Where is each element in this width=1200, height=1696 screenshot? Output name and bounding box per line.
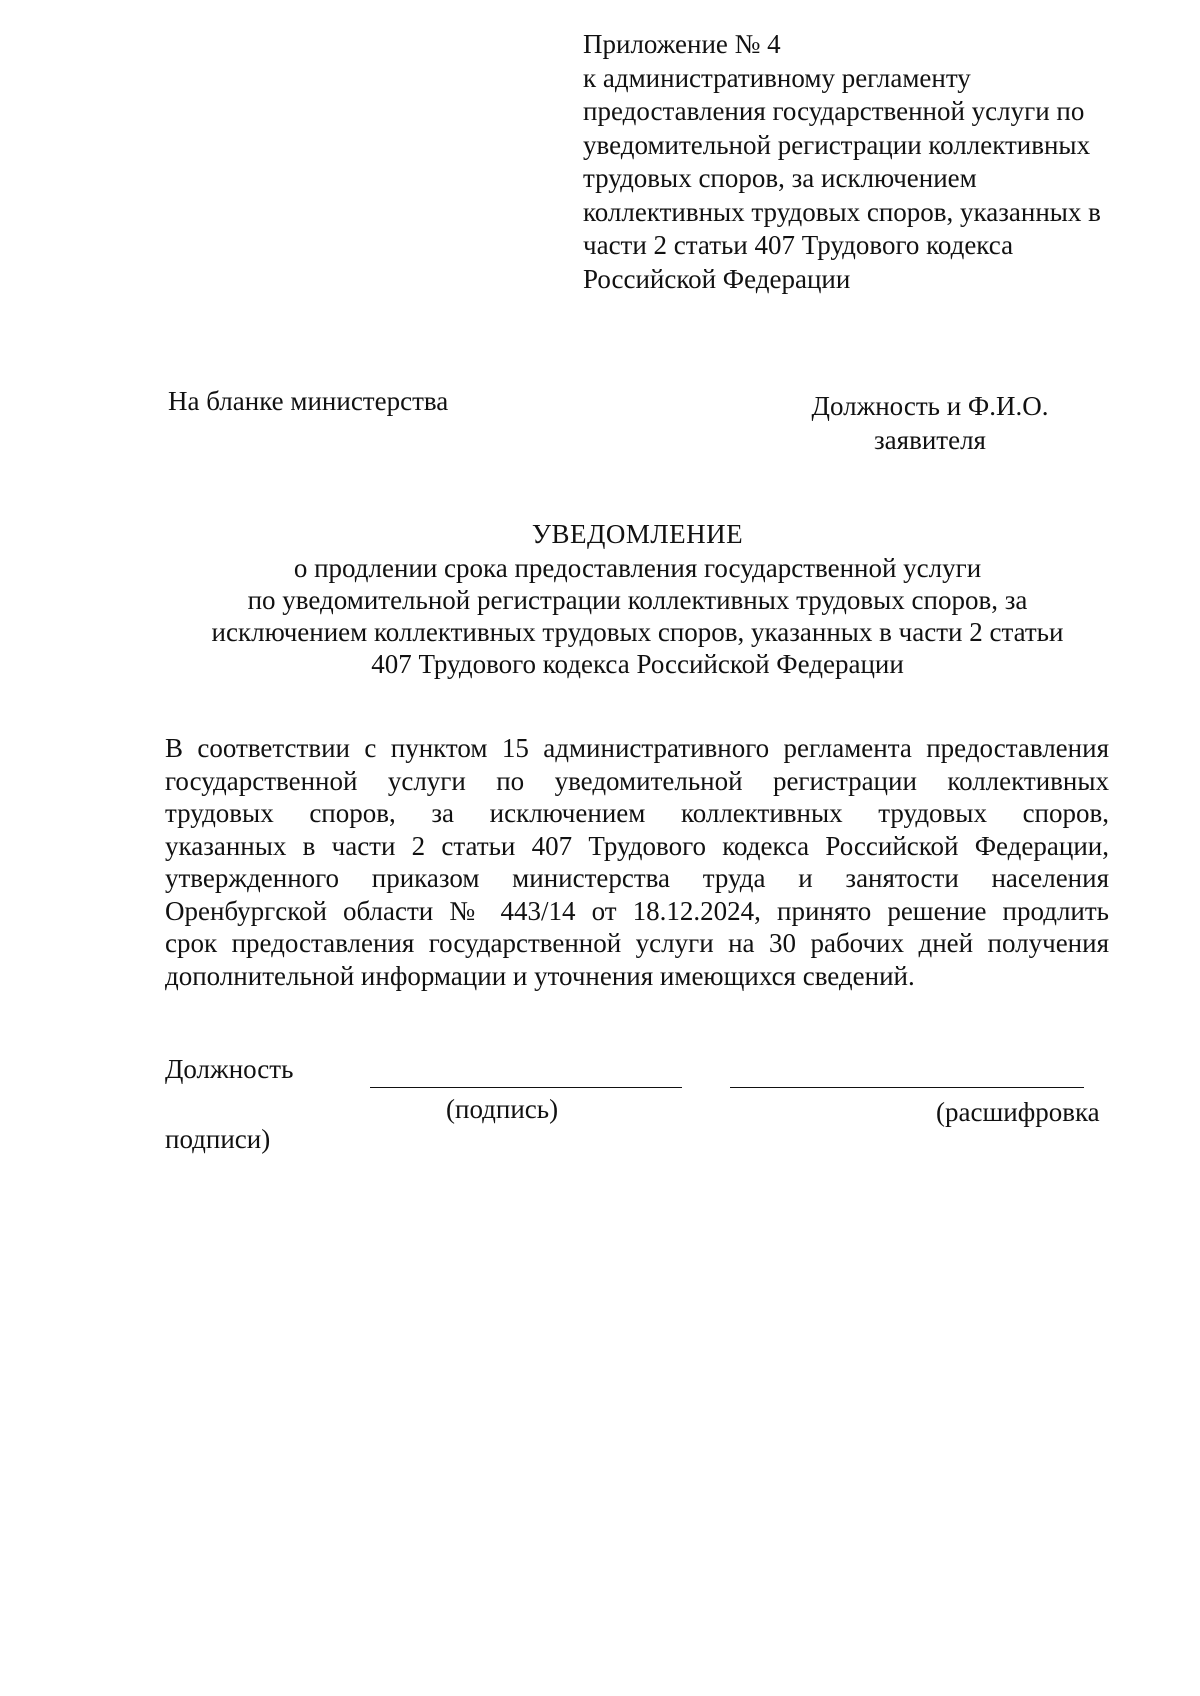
appendix-reference [583, 28, 1143, 296]
title-subline: исключением коллективных трудовых споров, указанных в части 2 статьи [211, 617, 1064, 647]
letterhead-note: На бланке министерства [168, 386, 449, 416]
signatory-position-label: Должность [165, 1054, 294, 1084]
body-line: Оренбургской области № 443/14 от 18.12.2024, принято решение продлить [165, 895, 1109, 926]
title-subline: по уведомительной регистрации коллективных трудовых споров, за [247, 585, 1028, 615]
applicant-block [800, 389, 1060, 457]
signature-blank-line [370, 1087, 682, 1088]
body-line: В соответствии с пунктом 15 административного регламента предоставления [165, 733, 1109, 763]
applicant-line: Должность и Ф.И.О. [811, 391, 1049, 421]
title-subline: 407 Трудового кодекса Российской Федерации [371, 649, 904, 679]
signature-decode-caption-continued: подписи) [165, 1124, 271, 1154]
appendix-line: коллективных трудовых споров, указанных в [583, 196, 1101, 227]
body-line: утвержденного приказом министерства труда и занятости населения [165, 863, 1109, 893]
title-subline: о продлении срока предоставления государственной услуги [293, 553, 982, 583]
signature-caption: (подпись) [446, 1094, 559, 1124]
body-line: срок предоставления государственной услуги на 30 рабочих дней получения [165, 928, 1109, 958]
title-heading: УВЕДОМЛЕНИЕ [531, 519, 744, 549]
document-title [140, 516, 1135, 680]
appendix-line: уведомительной регистрации коллективных [583, 129, 1091, 160]
body-line: указанных в части 2 статьи 407 Трудового кодекса Российской Федерации, [165, 830, 1109, 861]
appendix-line: Приложение № 4 [583, 29, 781, 59]
appendix-line: Российской Федерации [583, 263, 851, 294]
appendix-line: трудовых споров, за исключением [583, 163, 977, 193]
notification-body [165, 732, 1109, 992]
body-line: трудовых споров, за исключением коллективных трудовых споров, [165, 798, 1109, 828]
body-line: дополнительной информации и уточнения имеющихся сведений. [165, 960, 915, 991]
signature-decode-blank-line [730, 1087, 1084, 1088]
applicant-line: заявителя [874, 425, 986, 455]
appendix-line: предоставления государственной услуги по [583, 96, 1085, 126]
signature-decode-caption: (расшифровка [936, 1097, 1100, 1127]
body-line: государственной услуги по уведомительной регистрации коллективных [165, 765, 1109, 796]
appendix-line: части 2 статьи 407 Трудового кодекса [583, 230, 1014, 260]
appendix-line: к административному регламенту [583, 62, 971, 93]
